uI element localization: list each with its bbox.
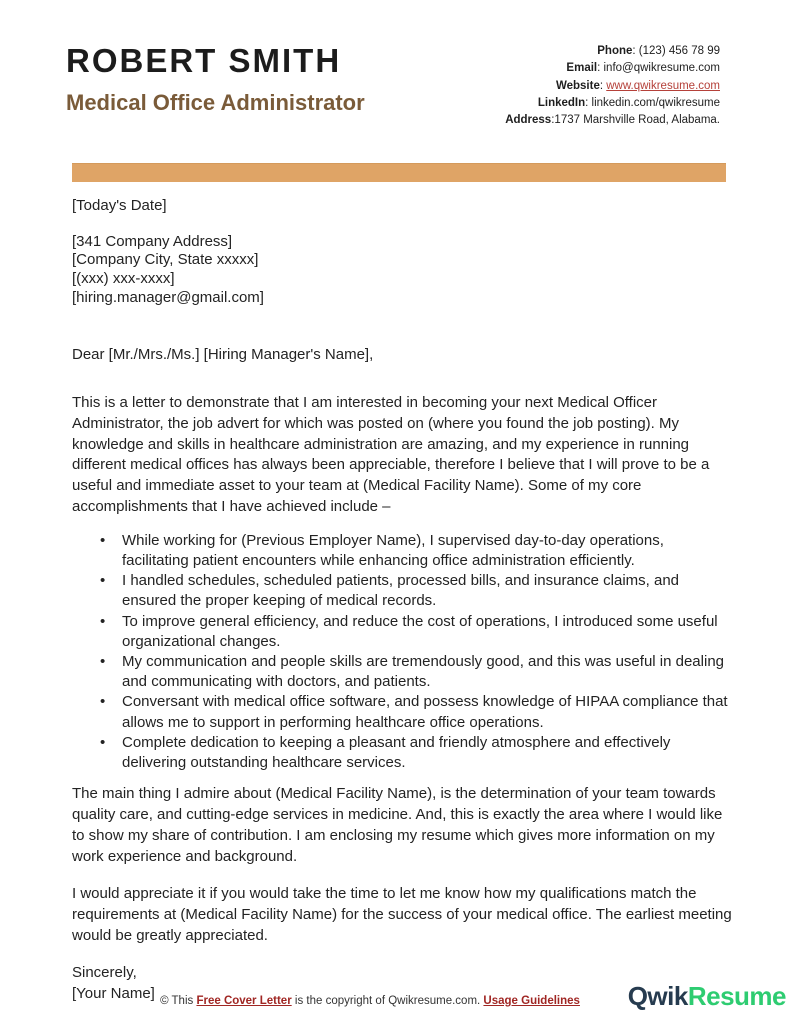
contact-line-website [505,78,720,95]
contact-separator: : [585,96,592,109]
logo-resume-text: Resume [687,981,786,1011]
closing-sincerely: Sincerely, [72,963,137,981]
recipient-email-line: [hiring.manager@gmail.com] [72,288,264,306]
contact-value: (123) 456 78 99 [638,45,720,57]
list-item: • Conversant with medical office software, and possess knowledge of HIPAA compliance that allows me to support in performing healthcare office operations. [122,692,732,732]
letter-body [72,189,732,1005]
contact-label: Email [566,62,598,75]
job-title: Medical Office Administrator [66,89,365,115]
recipient-city-line: [Company City, State xxxxx] [72,251,259,269]
contact-label: Address [505,114,552,127]
list-item: • While working for (Previous Employer Name), I supervised day-to-day operations, facilitating patient encounters while enhancing office administration efficiently. [122,531,732,571]
contact-separator: : [597,62,604,75]
contact-value: 1737 Marshville Road, Alabama. [554,114,720,127]
list-item: • To improve general efficiency, and reduce the cost of operations, I introduced some useful organizational changes. [122,612,732,652]
header-name-block [66,44,365,116]
list-item: • Complete dedication to keeping a pleasant and friendly atmosphere and effectively delivering outstanding healthcare services. [122,733,732,773]
person-name: ROBERT SMITH [66,42,342,79]
contact-separator: : [632,45,639,57]
footer-middle: is the copyright of Qwikresume.com. [291,995,484,1007]
contact-line-address [505,112,720,129]
salutation: Dear [Mr./Mrs./Ms.] [Hiring Manager's Name], [72,346,374,364]
admire-paragraph: The main thing I admire about (Medical Facility Name), is the determination of your team towards quality care, and cutting-edge services in medicine. And, this is exactly the area where I would like to show my share of contribution. I am enclosing my resume which gives more information on my work experience and background. [72,785,723,865]
contact-line-linkedin [505,95,720,112]
logo-qwik-text: Qwik [627,981,688,1011]
website-link[interactable]: www.qwikresume.com [606,79,720,92]
contact-label: Website [555,79,600,92]
list-item: • My communication and people skills are tremendously good, and this was useful in dealing and communicating with doctors, and patients. [122,652,732,692]
contact-block [505,43,720,129]
closing-name-placeholder: [Your Name] [72,985,155,1003]
contact-separator: : [599,79,607,92]
list-item: • I handled schedules, scheduled patients, processed bills, and insurance claims, and ensured the proper keeping of medical records. [122,571,732,611]
accomplishments-list [72,531,732,773]
recipient-phone-line: [(xxx) xxx-xxxx] [72,269,175,287]
contact-value: linkedin.com/qwikresume [591,96,720,109]
recipient-address-line: [341 Company Address] [72,232,233,250]
footer-prefix: © This [160,995,197,1007]
recipient-block [72,233,732,307]
qwikresume-logo [628,981,786,1012]
usage-guidelines-link[interactable]: Usage Guidelines [483,995,580,1007]
accent-divider-bar [72,163,726,182]
contact-label: LinkedIn [537,96,586,109]
contact-separator: : [551,114,555,127]
contact-line-phone [505,43,720,60]
free-cover-letter-link[interactable]: Free Cover Letter [196,995,292,1007]
contact-value: info@qwikresume.com [603,62,720,75]
contact-label: Phone [597,45,633,57]
request-paragraph: I would appreciate it if you would take the time to let me know how my qualifications match the requirements at (Medical Facility Name) for the success of your medical office. The earliest meeting would be greatly appreciated. [72,885,732,944]
intro-paragraph: This is a letter to demonstrate that I am interested in becoming your next Medical Officer Administrator, the job advert for which was posted on (where you found the job posting). My knowledge and skills in healthcare administration are amazing, and my experience in running different medical offices has always been appreciable, therefore I believe that I will prove to be a useful and immediate asset to your team at (Medical Facility Name). Some of my core accomplishments that I have achieved include – [72,393,710,515]
date-placeholder: [Today's Date] [72,197,167,214]
contact-line-email [505,60,720,77]
